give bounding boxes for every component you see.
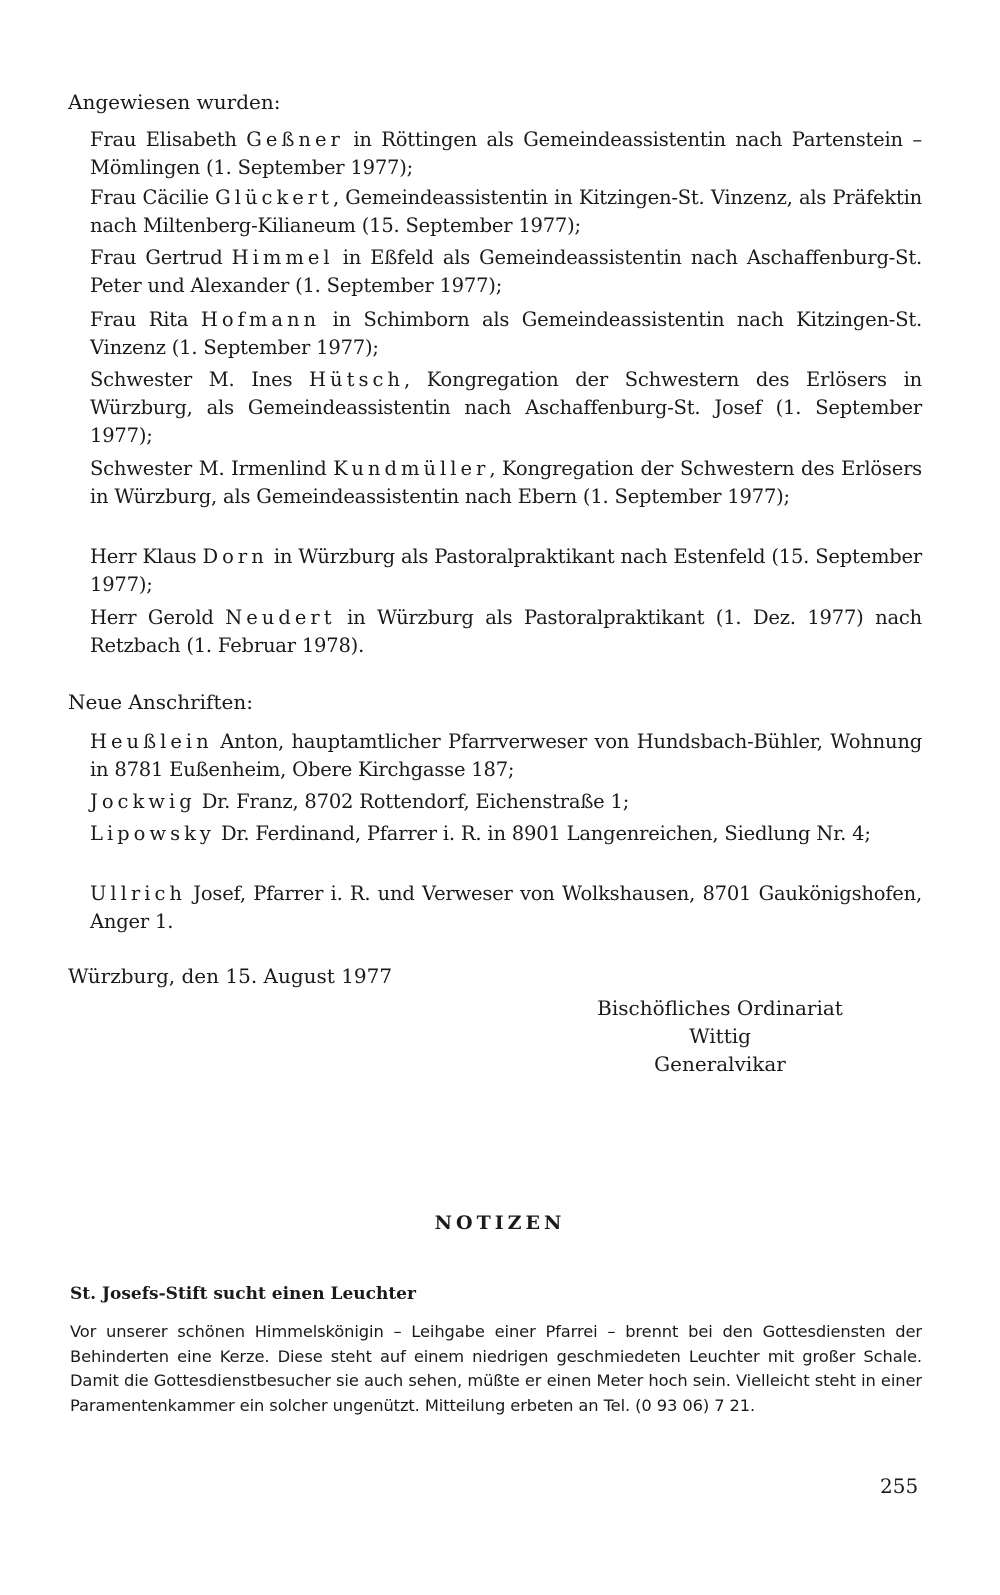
entry-text: in Würzburg als Pastoralpraktikant (1. Dez. 1977) nach Retzbach (1. Februar 1978).: [90, 606, 922, 657]
notes-heading: NOTIZEN: [434, 1212, 566, 1234]
signature-office: Bischöfliches Ordinariat: [597, 996, 843, 1020]
notes-body: Vor unserer schönen Himmelskönigin – Leihgabe einer Pfarrei – brennt bei den Gottesdiensten der Behinderten eine Kerze. Diese steht auf einem niedrigen geschmiedeten Leuchter mit großer Schale. Damit die Gottesdienstbesucher sie auch sehen, müßte er einen Meter hoch sein. Vielleicht steht in einer Paramentenkammer ein solcher ungenützt. Mitteilung erbeten an Tel. (0 93 06) 7 21.: [70, 1322, 922, 1415]
entry-text: , Kongregation der Schwestern des Erlösers in Würzburg, als Gemeindeassistentin nach Aschaffenburg-St. Josef (1. September 1977);: [90, 368, 922, 447]
entry-prefix: Herr Gerold: [90, 606, 226, 629]
entry-text: Dr. Ferdinand, Pfarrer i. R. in 8901 Langenreichen, Siedlung Nr. 4;: [214, 822, 871, 845]
entry-prefix: Frau Elisabeth: [90, 128, 247, 151]
signature-title: Generalvikar: [654, 1052, 786, 1076]
entry-text: Anton, hauptamtlicher Pfarrverweser von Hundsbach-Bühler, Wohnung in 8781 Eußenheim, Obere Kirchgasse 187;: [90, 730, 922, 781]
entry-text: Josef, Pfarrer i. R. und Verweser von Wolkshausen, 8701 Gaukönigshofen, Anger 1.: [90, 882, 922, 933]
entry-text: in Würzburg als Pastoralpraktikant nach Estenfeld (15. September 1977);: [90, 545, 923, 596]
entry-name: Heußlein: [90, 730, 213, 753]
entry-name: Glückert: [215, 186, 333, 209]
assignment-entry: [90, 306, 922, 362]
address-entry: [90, 880, 922, 936]
entry-prefix: Herr Klaus: [90, 545, 203, 568]
address-entry: [90, 820, 922, 848]
entry-name: Himmel: [231, 246, 334, 269]
entry-name: Ullrich: [90, 882, 186, 905]
assignment-entry: [90, 543, 922, 599]
entry-text: in Eßfeld als Gemeindeassistentin nach Aschaffenburg-St. Peter und Alexander (1. September 1977);: [90, 246, 922, 297]
assignment-entry: [90, 126, 922, 182]
entry-text: , Gemeindeassistentin in Kitzingen-St. Vinzenz, als Präfektin nach Miltenberg-Kilianeum (15. September 1977);: [90, 186, 922, 237]
entry-name: Jockwig: [90, 790, 196, 813]
notes-subheading: St. Josefs-Stift sucht einen Leuchter: [70, 1284, 416, 1304]
entry-name: Dorn: [202, 545, 268, 568]
entry-prefix: Frau Gertrud: [90, 246, 232, 269]
entry-name: Kundmüller: [333, 457, 490, 480]
entry-text: , Kongregation der Schwestern des Erlösers in Würzburg, als Gemeindeassistentin nach Ebern (1. September 1977);: [90, 457, 922, 508]
entry-name: Lipowsky: [90, 822, 215, 845]
address-entry: [90, 788, 922, 816]
assignment-entry: [90, 366, 922, 450]
entry-prefix: Frau Cäcilie: [90, 186, 216, 209]
page-number: 255: [880, 1474, 919, 1498]
entry-prefix: Schwester M. Irmenlind: [90, 457, 334, 480]
assignment-entry: [90, 244, 922, 300]
entry-text: in Röttingen als Gemeindeassistentin nach Partenstein – Mömlingen (1. September 1977);: [90, 128, 922, 179]
assignment-entry: [90, 184, 922, 240]
assignments-heading: Angewiesen wurden:: [68, 90, 281, 114]
entry-text: Dr. Franz, 8702 Rottendorf, Eichenstraße 1;: [195, 790, 630, 813]
entry-name: Hütsch: [309, 368, 404, 391]
entry-name: Geßner: [246, 128, 344, 151]
address-entry: [90, 728, 922, 784]
entry-prefix: Frau Rita: [90, 308, 201, 331]
entry-name: Neudert: [225, 606, 336, 629]
assignment-entry: [90, 455, 922, 511]
place-date: Würzburg, den 15. August 1977: [68, 964, 393, 988]
entry-name: Hofmann: [200, 308, 321, 331]
assignment-entry: [90, 604, 922, 660]
entry-text: in Schimborn als Gemeindeassistentin nach Kitzingen-St. Vinzenz (1. September 1977);: [90, 308, 922, 359]
signature-name: Wittig: [689, 1024, 751, 1048]
addresses-heading: Neue Anschriften:: [68, 690, 253, 714]
entry-prefix: Schwester M. Ines: [90, 368, 310, 391]
